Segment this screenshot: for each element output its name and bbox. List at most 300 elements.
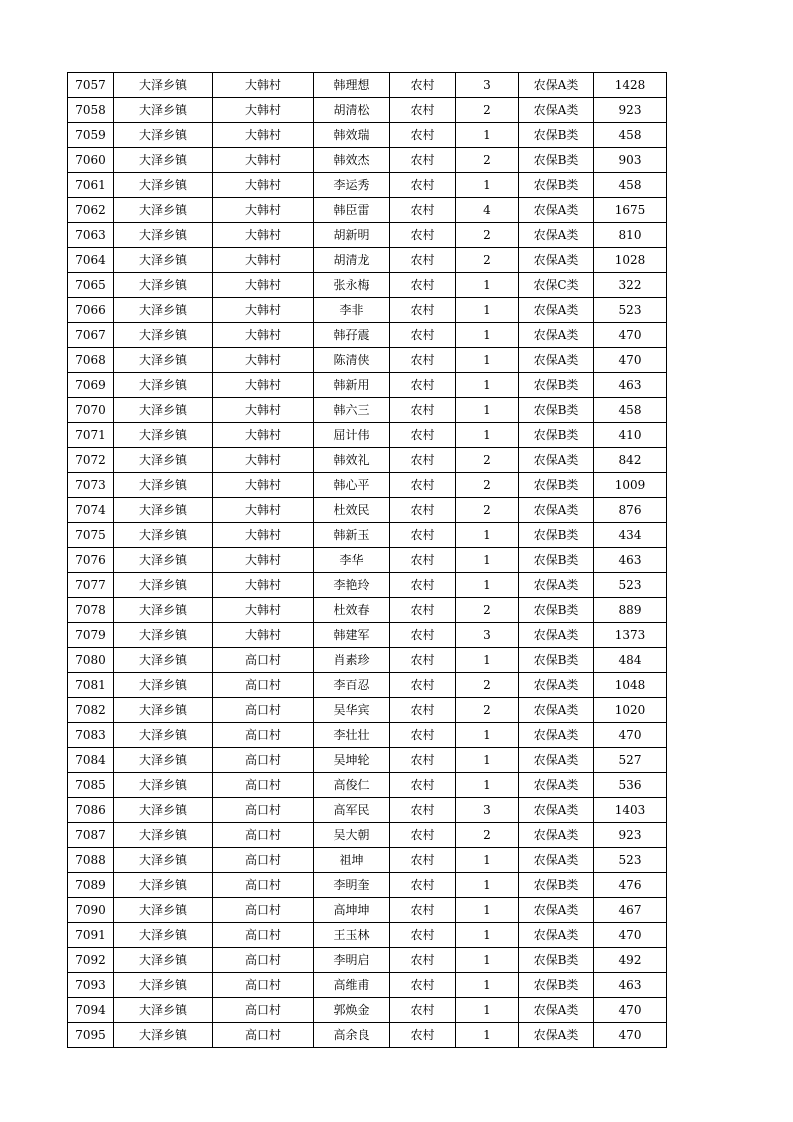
table-row xyxy=(68,773,667,798)
cell-person-count: 1 xyxy=(456,748,519,773)
cell-township: 大泽乡镇 xyxy=(114,773,213,798)
cell-amount: 322 xyxy=(594,273,667,298)
table-row xyxy=(68,798,667,823)
cell-amount: 476 xyxy=(594,873,667,898)
cell-township: 大泽乡镇 xyxy=(114,673,213,698)
cell-township: 大泽乡镇 xyxy=(114,398,213,423)
cell-person-count: 1 xyxy=(456,273,519,298)
cell-person-count: 2 xyxy=(456,148,519,173)
cell-village: 大韩村 xyxy=(213,598,314,623)
cell-township: 大泽乡镇 xyxy=(114,623,213,648)
cell-household-type: 农村 xyxy=(390,523,456,548)
cell-name: 高坤坤 xyxy=(314,898,390,923)
table-row xyxy=(68,748,667,773)
table-row xyxy=(68,923,667,948)
cell-amount: 410 xyxy=(594,423,667,448)
cell-household-type: 农村 xyxy=(390,773,456,798)
cell-village: 大韩村 xyxy=(213,173,314,198)
cell-amount: 458 xyxy=(594,398,667,423)
cell-category: 农保A类 xyxy=(519,573,594,598)
cell-household-type: 农村 xyxy=(390,73,456,98)
cell-village: 高口村 xyxy=(213,848,314,873)
cell-index: 7058 xyxy=(68,98,114,123)
cell-amount: 876 xyxy=(594,498,667,523)
cell-index: 7065 xyxy=(68,273,114,298)
cell-name: 高维甫 xyxy=(314,973,390,998)
cell-person-count: 1 xyxy=(456,648,519,673)
cell-household-type: 农村 xyxy=(390,823,456,848)
cell-amount: 470 xyxy=(594,723,667,748)
cell-village: 大韩村 xyxy=(213,623,314,648)
cell-township: 大泽乡镇 xyxy=(114,823,213,848)
cell-index: 7079 xyxy=(68,623,114,648)
cell-household-type: 农村 xyxy=(390,848,456,873)
cell-person-count: 1 xyxy=(456,973,519,998)
cell-township: 大泽乡镇 xyxy=(114,173,213,198)
cell-category: 农保B类 xyxy=(519,148,594,173)
cell-category: 农保B类 xyxy=(519,123,594,148)
cell-village: 高口村 xyxy=(213,798,314,823)
table-row xyxy=(68,723,667,748)
cell-name: 李明启 xyxy=(314,948,390,973)
cell-index: 7057 xyxy=(68,73,114,98)
cell-name: 李明奎 xyxy=(314,873,390,898)
cell-amount: 463 xyxy=(594,548,667,573)
cell-amount: 470 xyxy=(594,923,667,948)
cell-township: 大泽乡镇 xyxy=(114,448,213,473)
cell-household-type: 农村 xyxy=(390,923,456,948)
table-row xyxy=(68,73,667,98)
cell-village: 高口村 xyxy=(213,748,314,773)
cell-name: 祖坤 xyxy=(314,848,390,873)
cell-person-count: 1 xyxy=(456,848,519,873)
cell-name: 屈计伟 xyxy=(314,423,390,448)
cell-township: 大泽乡镇 xyxy=(114,198,213,223)
cell-amount: 463 xyxy=(594,973,667,998)
cell-township: 大泽乡镇 xyxy=(114,273,213,298)
cell-amount: 458 xyxy=(594,123,667,148)
cell-name: 李华 xyxy=(314,548,390,573)
cell-category: 农保A类 xyxy=(519,448,594,473)
cell-index: 7095 xyxy=(68,1023,114,1048)
cell-township: 大泽乡镇 xyxy=(114,548,213,573)
cell-village: 高口村 xyxy=(213,723,314,748)
cell-township: 大泽乡镇 xyxy=(114,698,213,723)
cell-category: 农保A类 xyxy=(519,498,594,523)
cell-person-count: 2 xyxy=(456,223,519,248)
table-row xyxy=(68,648,667,673)
cell-village: 高口村 xyxy=(213,873,314,898)
cell-household-type: 农村 xyxy=(390,723,456,748)
cell-index: 7080 xyxy=(68,648,114,673)
cell-name: 韩效杰 xyxy=(314,148,390,173)
cell-village: 大韩村 xyxy=(213,548,314,573)
cell-household-type: 农村 xyxy=(390,798,456,823)
cell-index: 7078 xyxy=(68,598,114,623)
cell-index: 7062 xyxy=(68,198,114,223)
table-row xyxy=(68,248,667,273)
cell-category: 农保A类 xyxy=(519,223,594,248)
cell-person-count: 1 xyxy=(456,1023,519,1048)
cell-household-type: 农村 xyxy=(390,198,456,223)
cell-household-type: 农村 xyxy=(390,548,456,573)
cell-index: 7092 xyxy=(68,948,114,973)
cell-township: 大泽乡镇 xyxy=(114,748,213,773)
table-body xyxy=(68,73,667,1048)
cell-township: 大泽乡镇 xyxy=(114,798,213,823)
table-row xyxy=(68,148,667,173)
cell-index: 7074 xyxy=(68,498,114,523)
cell-name: 高俊仁 xyxy=(314,773,390,798)
cell-township: 大泽乡镇 xyxy=(114,1023,213,1048)
data-table xyxy=(67,72,667,1048)
cell-village: 高口村 xyxy=(213,923,314,948)
cell-category: 农保B类 xyxy=(519,548,594,573)
cell-index: 7093 xyxy=(68,973,114,998)
cell-name: 韩理想 xyxy=(314,73,390,98)
cell-index: 7075 xyxy=(68,523,114,548)
cell-village: 大韩村 xyxy=(213,98,314,123)
cell-township: 大泽乡镇 xyxy=(114,298,213,323)
cell-village: 高口村 xyxy=(213,673,314,698)
cell-household-type: 农村 xyxy=(390,323,456,348)
cell-household-type: 农村 xyxy=(390,748,456,773)
cell-amount: 523 xyxy=(594,848,667,873)
cell-person-count: 1 xyxy=(456,423,519,448)
cell-category: 农保A类 xyxy=(519,698,594,723)
cell-household-type: 农村 xyxy=(390,398,456,423)
cell-person-count: 1 xyxy=(456,723,519,748)
table-row xyxy=(68,398,667,423)
cell-household-type: 农村 xyxy=(390,898,456,923)
cell-household-type: 农村 xyxy=(390,948,456,973)
cell-person-count: 1 xyxy=(456,123,519,148)
cell-household-type: 农村 xyxy=(390,123,456,148)
cell-name: 李艳玲 xyxy=(314,573,390,598)
cell-amount: 889 xyxy=(594,598,667,623)
cell-category: 农保A类 xyxy=(519,348,594,373)
cell-amount: 842 xyxy=(594,448,667,473)
cell-township: 大泽乡镇 xyxy=(114,998,213,1023)
cell-category: 农保B类 xyxy=(519,648,594,673)
table-row xyxy=(68,423,667,448)
table-row xyxy=(68,948,667,973)
cell-township: 大泽乡镇 xyxy=(114,848,213,873)
cell-township: 大泽乡镇 xyxy=(114,348,213,373)
cell-village: 大韩村 xyxy=(213,248,314,273)
cell-name: 韩臣雷 xyxy=(314,198,390,223)
cell-person-count: 1 xyxy=(456,948,519,973)
cell-category: 农保A类 xyxy=(519,673,594,698)
cell-name: 韩心平 xyxy=(314,473,390,498)
cell-index: 7086 xyxy=(68,798,114,823)
cell-village: 大韩村 xyxy=(213,323,314,348)
table-row xyxy=(68,848,667,873)
cell-name: 吴坤轮 xyxy=(314,748,390,773)
cell-township: 大泽乡镇 xyxy=(114,423,213,448)
cell-person-count: 4 xyxy=(456,198,519,223)
cell-village: 大韩村 xyxy=(213,73,314,98)
cell-category: 农保A类 xyxy=(519,773,594,798)
cell-person-count: 2 xyxy=(456,823,519,848)
cell-category: 农保A类 xyxy=(519,998,594,1023)
cell-village: 大韩村 xyxy=(213,198,314,223)
cell-name: 韩孖震 xyxy=(314,323,390,348)
cell-village: 高口村 xyxy=(213,948,314,973)
cell-amount: 903 xyxy=(594,148,667,173)
cell-category: 农保A类 xyxy=(519,848,594,873)
cell-person-count: 1 xyxy=(456,523,519,548)
cell-township: 大泽乡镇 xyxy=(114,973,213,998)
cell-category: 农保A类 xyxy=(519,73,594,98)
table-row xyxy=(68,98,667,123)
table-row xyxy=(68,123,667,148)
table-row xyxy=(68,498,667,523)
cell-township: 大泽乡镇 xyxy=(114,648,213,673)
cell-name: 高军民 xyxy=(314,798,390,823)
cell-person-count: 2 xyxy=(456,98,519,123)
cell-village: 大韩村 xyxy=(213,573,314,598)
cell-amount: 523 xyxy=(594,573,667,598)
cell-village: 大韩村 xyxy=(213,223,314,248)
table-row xyxy=(68,223,667,248)
cell-household-type: 农村 xyxy=(390,298,456,323)
cell-village: 大韩村 xyxy=(213,398,314,423)
cell-person-count: 1 xyxy=(456,373,519,398)
cell-category: 农保A类 xyxy=(519,323,594,348)
cell-household-type: 农村 xyxy=(390,373,456,398)
cell-index: 7073 xyxy=(68,473,114,498)
cell-category: 农保B类 xyxy=(519,523,594,548)
cell-household-type: 农村 xyxy=(390,248,456,273)
cell-category: 农保B类 xyxy=(519,398,594,423)
cell-name: 李非 xyxy=(314,298,390,323)
cell-category: 农保A类 xyxy=(519,198,594,223)
table-row xyxy=(68,198,667,223)
cell-category: 农保B类 xyxy=(519,423,594,448)
cell-household-type: 农村 xyxy=(390,273,456,298)
cell-village: 高口村 xyxy=(213,1023,314,1048)
cell-index: 7068 xyxy=(68,348,114,373)
cell-township: 大泽乡镇 xyxy=(114,523,213,548)
cell-name: 杜效春 xyxy=(314,598,390,623)
cell-name: 吴大朝 xyxy=(314,823,390,848)
table-row xyxy=(68,973,667,998)
cell-person-count: 1 xyxy=(456,323,519,348)
cell-township: 大泽乡镇 xyxy=(114,223,213,248)
cell-household-type: 农村 xyxy=(390,1023,456,1048)
cell-township: 大泽乡镇 xyxy=(114,98,213,123)
cell-person-count: 2 xyxy=(456,498,519,523)
cell-index: 7081 xyxy=(68,673,114,698)
cell-category: 农保A类 xyxy=(519,623,594,648)
table-row xyxy=(68,298,667,323)
cell-household-type: 农村 xyxy=(390,98,456,123)
cell-person-count: 3 xyxy=(456,73,519,98)
cell-village: 高口村 xyxy=(213,898,314,923)
cell-amount: 1675 xyxy=(594,198,667,223)
table-row xyxy=(68,323,667,348)
cell-person-count: 2 xyxy=(456,248,519,273)
cell-index: 7066 xyxy=(68,298,114,323)
cell-household-type: 农村 xyxy=(390,148,456,173)
cell-township: 大泽乡镇 xyxy=(114,898,213,923)
cell-amount: 1428 xyxy=(594,73,667,98)
cell-index: 7069 xyxy=(68,373,114,398)
cell-name: 杜效民 xyxy=(314,498,390,523)
cell-name: 李百忍 xyxy=(314,673,390,698)
cell-category: 农保A类 xyxy=(519,98,594,123)
cell-township: 大泽乡镇 xyxy=(114,723,213,748)
cell-person-count: 2 xyxy=(456,598,519,623)
cell-index: 7087 xyxy=(68,823,114,848)
cell-person-count: 1 xyxy=(456,348,519,373)
cell-village: 大韩村 xyxy=(213,148,314,173)
cell-person-count: 1 xyxy=(456,398,519,423)
cell-household-type: 农村 xyxy=(390,648,456,673)
cell-category: 农保B类 xyxy=(519,598,594,623)
cell-household-type: 农村 xyxy=(390,673,456,698)
cell-amount: 1403 xyxy=(594,798,667,823)
cell-township: 大泽乡镇 xyxy=(114,123,213,148)
cell-household-type: 农村 xyxy=(390,973,456,998)
cell-amount: 1373 xyxy=(594,623,667,648)
cell-amount: 470 xyxy=(594,348,667,373)
cell-amount: 467 xyxy=(594,898,667,923)
cell-name: 郭焕金 xyxy=(314,998,390,1023)
cell-amount: 1048 xyxy=(594,673,667,698)
cell-household-type: 农村 xyxy=(390,223,456,248)
table-row xyxy=(68,373,667,398)
cell-person-count: 1 xyxy=(456,898,519,923)
cell-person-count: 1 xyxy=(456,923,519,948)
cell-name: 韩新玉 xyxy=(314,523,390,548)
cell-township: 大泽乡镇 xyxy=(114,873,213,898)
cell-name: 韩建军 xyxy=(314,623,390,648)
cell-index: 7089 xyxy=(68,873,114,898)
cell-index: 7063 xyxy=(68,223,114,248)
table-row xyxy=(68,673,667,698)
cell-township: 大泽乡镇 xyxy=(114,473,213,498)
cell-amount: 527 xyxy=(594,748,667,773)
cell-village: 大韩村 xyxy=(213,498,314,523)
cell-index: 7083 xyxy=(68,723,114,748)
cell-index: 7085 xyxy=(68,773,114,798)
table-row xyxy=(68,348,667,373)
cell-name: 胡清松 xyxy=(314,98,390,123)
cell-amount: 434 xyxy=(594,523,667,548)
cell-amount: 470 xyxy=(594,323,667,348)
cell-index: 7060 xyxy=(68,148,114,173)
cell-amount: 484 xyxy=(594,648,667,673)
cell-category: 农保B类 xyxy=(519,948,594,973)
cell-name: 韩效瑞 xyxy=(314,123,390,148)
cell-index: 7090 xyxy=(68,898,114,923)
cell-amount: 458 xyxy=(594,173,667,198)
cell-name: 吴华宾 xyxy=(314,698,390,723)
cell-index: 7094 xyxy=(68,998,114,1023)
cell-village: 高口村 xyxy=(213,773,314,798)
cell-person-count: 1 xyxy=(456,873,519,898)
cell-township: 大泽乡镇 xyxy=(114,923,213,948)
cell-township: 大泽乡镇 xyxy=(114,948,213,973)
cell-village: 大韩村 xyxy=(213,348,314,373)
cell-township: 大泽乡镇 xyxy=(114,573,213,598)
cell-amount: 1020 xyxy=(594,698,667,723)
cell-index: 7088 xyxy=(68,848,114,873)
cell-category: 农保B类 xyxy=(519,173,594,198)
cell-category: 农保A类 xyxy=(519,298,594,323)
cell-person-count: 2 xyxy=(456,448,519,473)
table-row xyxy=(68,273,667,298)
cell-person-count: 1 xyxy=(456,773,519,798)
cell-category: 农保A类 xyxy=(519,248,594,273)
cell-household-type: 农村 xyxy=(390,698,456,723)
cell-village: 高口村 xyxy=(213,973,314,998)
table-row xyxy=(68,1023,667,1048)
cell-category: 农保A类 xyxy=(519,898,594,923)
cell-category: 农保B类 xyxy=(519,973,594,998)
cell-index: 7070 xyxy=(68,398,114,423)
cell-person-count: 2 xyxy=(456,473,519,498)
cell-household-type: 农村 xyxy=(390,498,456,523)
cell-household-type: 农村 xyxy=(390,423,456,448)
cell-amount: 810 xyxy=(594,223,667,248)
cell-name: 张永梅 xyxy=(314,273,390,298)
cell-category: 农保A类 xyxy=(519,1023,594,1048)
cell-village: 高口村 xyxy=(213,823,314,848)
cell-amount: 523 xyxy=(594,298,667,323)
cell-household-type: 农村 xyxy=(390,348,456,373)
cell-index: 7067 xyxy=(68,323,114,348)
cell-name: 韩六三 xyxy=(314,398,390,423)
cell-amount: 1028 xyxy=(594,248,667,273)
table-row xyxy=(68,173,667,198)
cell-village: 大韩村 xyxy=(213,123,314,148)
cell-name: 胡新明 xyxy=(314,223,390,248)
cell-category: 农保C类 xyxy=(519,273,594,298)
cell-amount: 923 xyxy=(594,98,667,123)
cell-category: 农保A类 xyxy=(519,723,594,748)
cell-amount: 470 xyxy=(594,998,667,1023)
cell-household-type: 农村 xyxy=(390,598,456,623)
cell-village: 高口村 xyxy=(213,998,314,1023)
cell-amount: 923 xyxy=(594,823,667,848)
cell-household-type: 农村 xyxy=(390,473,456,498)
cell-village: 大韩村 xyxy=(213,473,314,498)
cell-category: 农保B类 xyxy=(519,873,594,898)
cell-index: 7071 xyxy=(68,423,114,448)
cell-village: 大韩村 xyxy=(213,298,314,323)
cell-amount: 1009 xyxy=(594,473,667,498)
table-row xyxy=(68,698,667,723)
table-row xyxy=(68,548,667,573)
cell-index: 7059 xyxy=(68,123,114,148)
cell-index: 7064 xyxy=(68,248,114,273)
cell-category: 农保A类 xyxy=(519,923,594,948)
cell-name: 王玉林 xyxy=(314,923,390,948)
cell-person-count: 1 xyxy=(456,573,519,598)
cell-person-count: 2 xyxy=(456,673,519,698)
cell-person-count: 1 xyxy=(456,173,519,198)
table-row xyxy=(68,473,667,498)
cell-index: 7091 xyxy=(68,923,114,948)
cell-township: 大泽乡镇 xyxy=(114,498,213,523)
cell-person-count: 1 xyxy=(456,998,519,1023)
table-row xyxy=(68,523,667,548)
cell-name: 胡清龙 xyxy=(314,248,390,273)
table-row xyxy=(68,623,667,648)
